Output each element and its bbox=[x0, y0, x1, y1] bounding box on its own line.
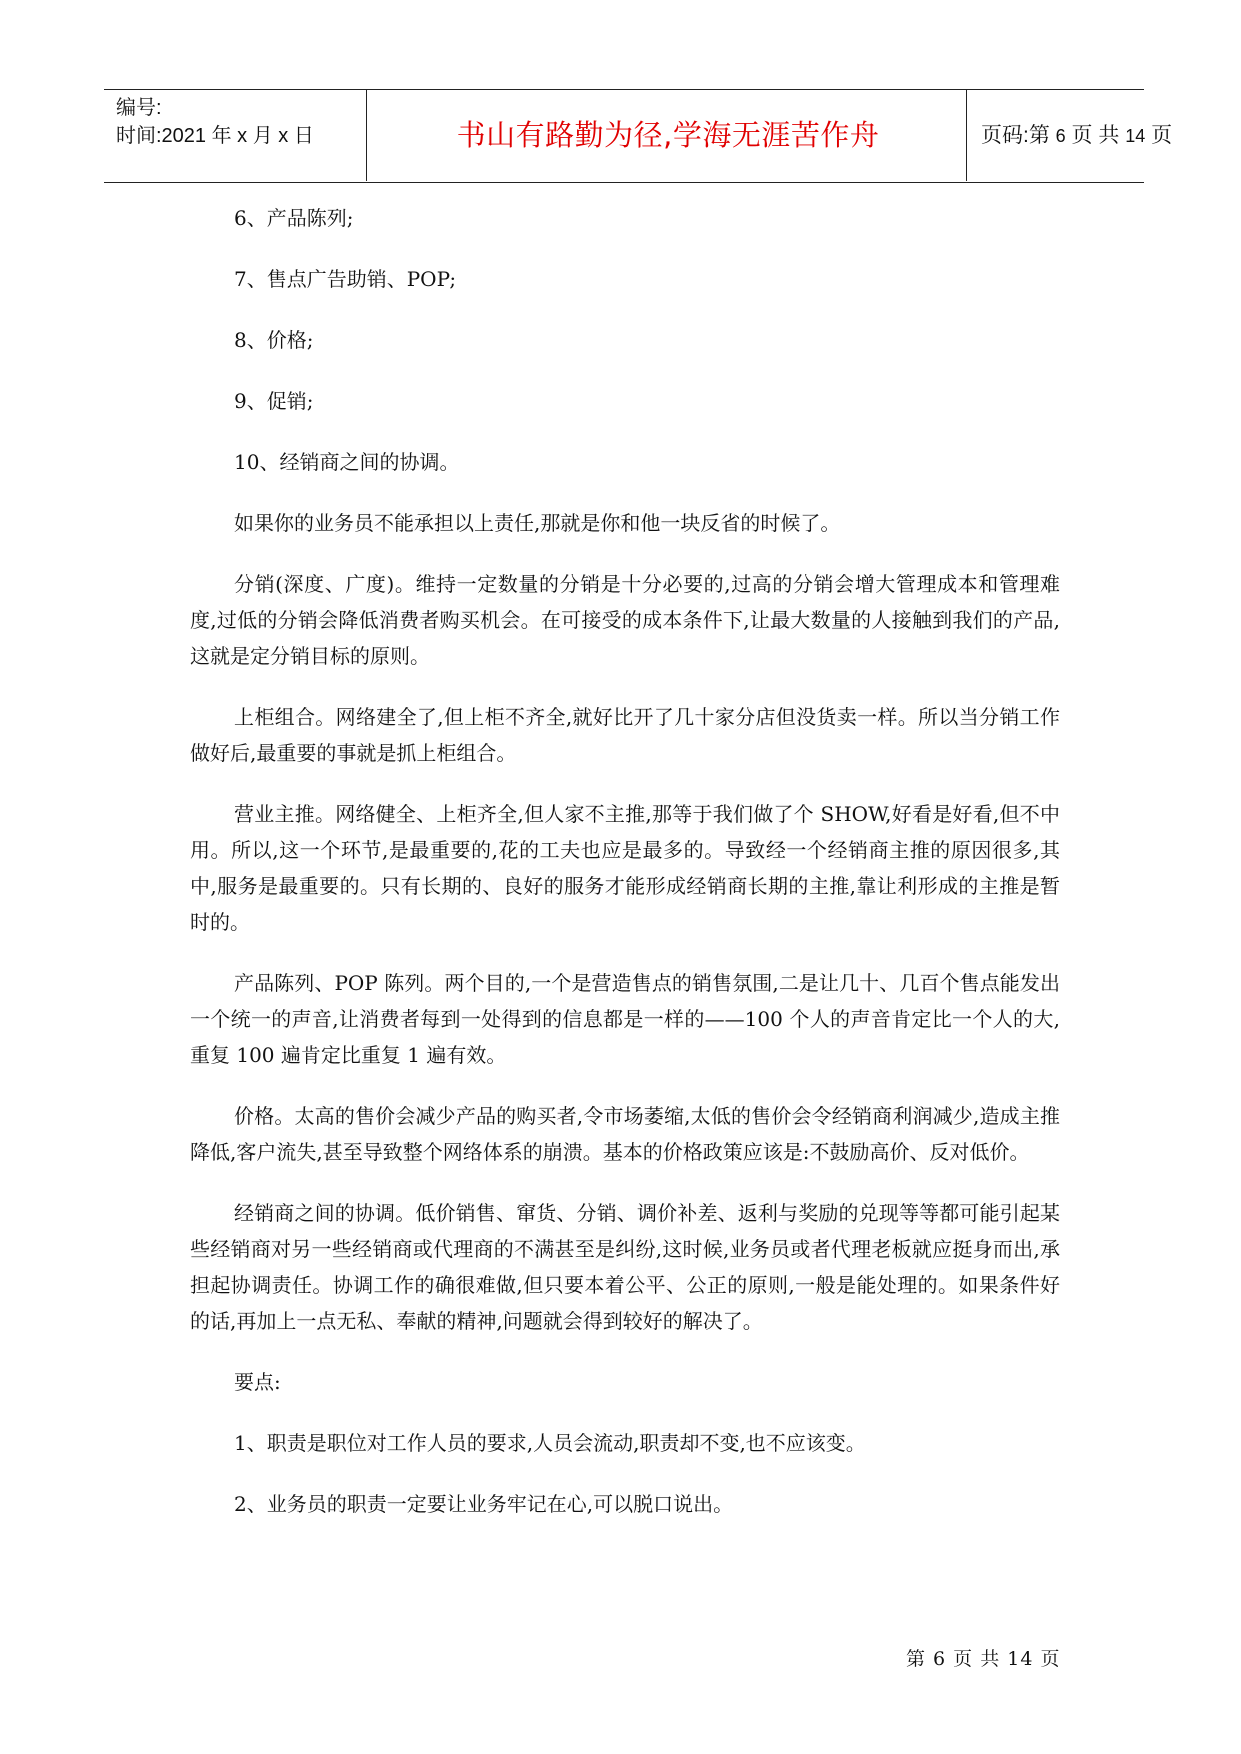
key-point-item: 2、业务员的职责一定要让业务牢记在心,可以脱口说出。 bbox=[234, 1492, 734, 1516]
document-body bbox=[190, 200, 1060, 1547]
paragraph: 上柜组合。网络建全了,但上柜不齐全,就好比开了几十家分店但没货卖一样。所以当分销工作做好后,最重要的事就是抓上柜组合。 bbox=[190, 705, 1060, 765]
paragraph: 分销(深度、广度)。维持一定数量的分销是十分必要的,过高的分销会增大管理成本和管理难度,过低的分销会降低消费者购买机会。在可接受的成本条件下,让最大数量的人接触到我们的产品,这就是定分销目标的原则。 bbox=[190, 572, 1060, 668]
page-footer: 第 6 页 共 14 页 bbox=[906, 1648, 1061, 1670]
page-current: 6 bbox=[1055, 126, 1066, 146]
page-header bbox=[104, 89, 1173, 183]
header-motto: 书山有路勤为径,学海无涯苦作舟 bbox=[456, 118, 880, 152]
page-info-suffix: 页 bbox=[1145, 124, 1173, 147]
paragraph: 营业主推。网络健全、上柜齐全,但人家不主推,那等于我们做了个 SHOW,好看是好看,但不中用。所以,这一个环节,是最重要的,花的工夫也应是最多的。导致经一个经销商主推的原因很多,其中,服务是最重要的。只有长期的、良好的服务才能形成经销商长期的主推,靠让利形成的主推是暂时的。 bbox=[190, 802, 1060, 934]
paragraph: 价格。太高的售价会减少产品的购买者,令市场萎缩,太低的售价会令经销商利润减少,造成主推降低,客户流失,甚至导致整个网络体系的崩溃。基本的价格政策应该是:不鼓励高价、反对低价。 bbox=[190, 1104, 1060, 1164]
paragraph: 经销商之间的协调。低价销售、窜货、分销、调价补差、返利与奖励的兑现等等都可能引起某些经销商对另一些经销商或代理商的不满甚至是纠纷,这时候,业务员或者代理老板就应挺身而出,承担起协调责任。协调工作的确很难做,但只要本着公平、公正的原则,一般是能处理的。如果条件好的话,再加上一点无私、奉献的精神,问题就会得到较好的解决了。 bbox=[190, 1201, 1060, 1333]
header-divider-right bbox=[966, 90, 967, 181]
key-points-title: 要点: bbox=[234, 1370, 281, 1394]
header-meta bbox=[116, 94, 314, 150]
list-item: 7、售点广告助销、POP; bbox=[234, 267, 457, 291]
list-item: 10、经销商之间的协调。 bbox=[234, 450, 460, 474]
page-info-mid: 页 共 bbox=[1065, 124, 1126, 147]
key-point-item: 1、职责是职位对工作人员的要求,人员会流动,职责却不变,也不应该变。 bbox=[234, 1431, 866, 1455]
time-label: 时间:2021 年 x 月 x 日 bbox=[116, 125, 314, 147]
list-item: 9、促销; bbox=[234, 389, 314, 413]
paragraph: 产品陈列、POP 陈列。两个目的,一个是营造售点的销售氛围,二是让几十、几百个售点能发出一个统一的声音,让消费者每到一处得到的信息都是一样的——100 个人的声音肯定比一个人的大,重复 100 遍肯定比重复 1 遍有效。 bbox=[190, 971, 1060, 1067]
list-item: 6、产品陈列; bbox=[234, 206, 354, 230]
paragraph: 如果你的业务员不能承担以上责任,那就是你和他一块反省的时候了。 bbox=[234, 511, 841, 535]
header-page-info bbox=[981, 90, 1172, 181]
serial-number-label: 编号: bbox=[116, 97, 162, 119]
list-item: 8、价格; bbox=[234, 328, 314, 352]
page-total: 14 bbox=[1125, 126, 1146, 146]
header-divider-left bbox=[366, 90, 367, 181]
page-info-prefix: 页码:第 bbox=[981, 124, 1056, 147]
